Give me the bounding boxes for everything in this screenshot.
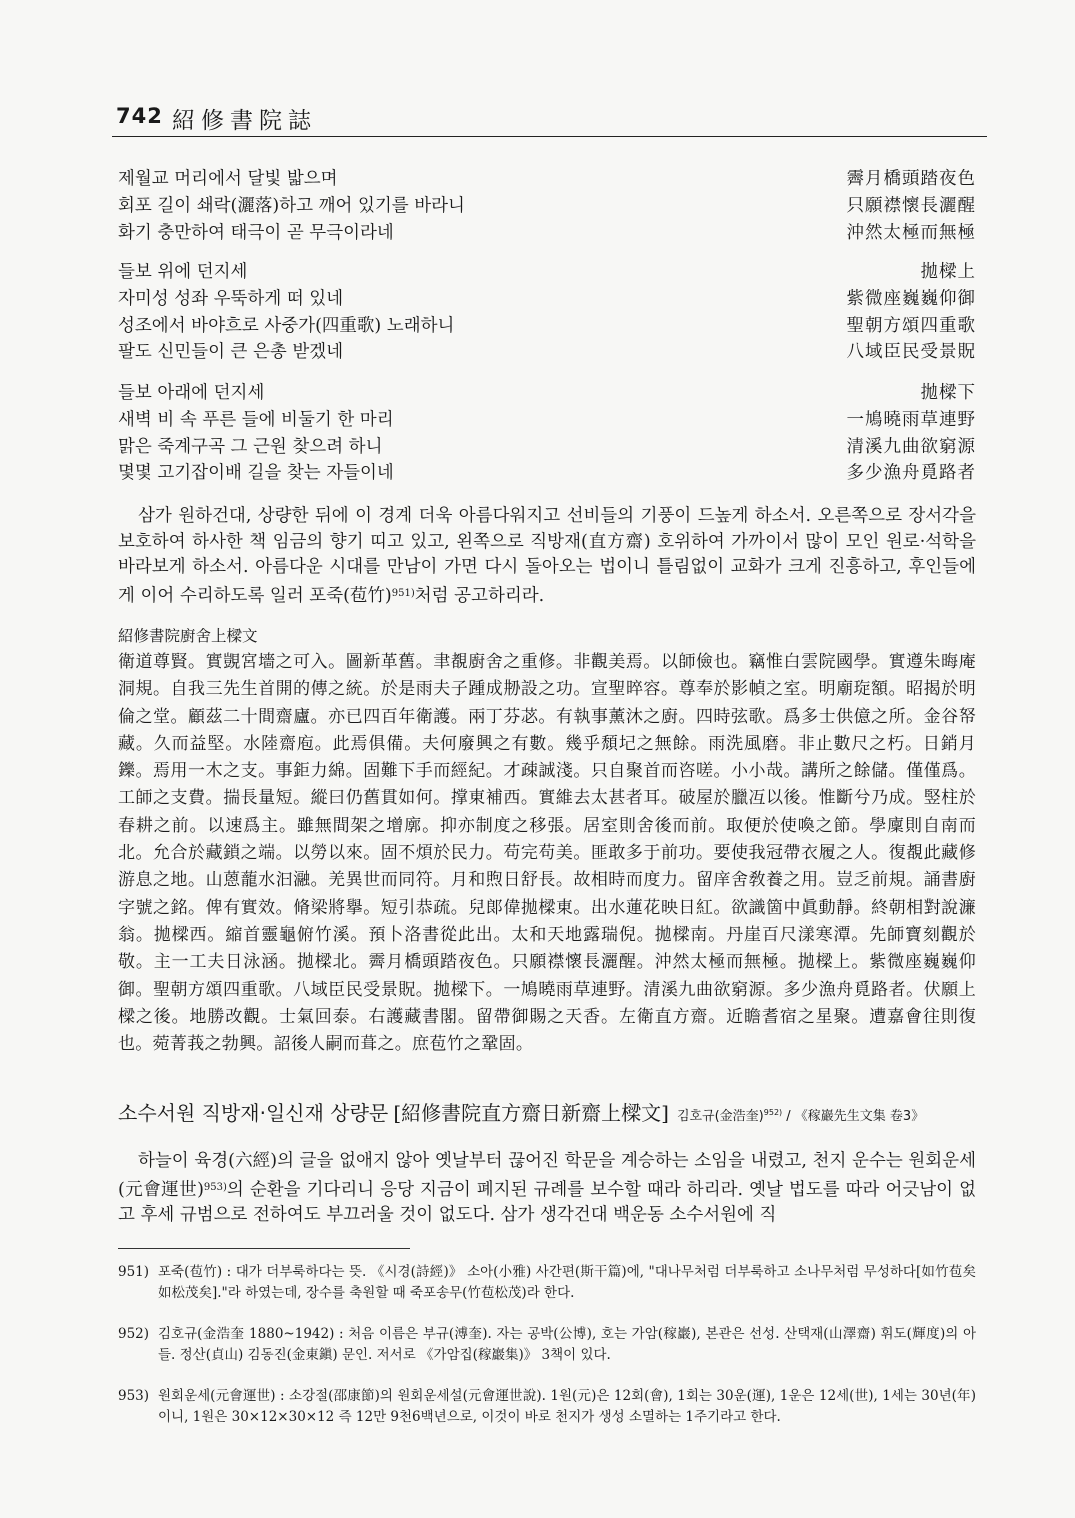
- verse-chinese: 多少漁舟覓路者: [846, 463, 976, 484]
- footnote-text: 원회운세(元會運世) : 소강절(邵康節)의 원회운세설(元會運世說). 1원(元)은 12회(會), 1회는 30운(運), 1운은 12세(世), 1세는 30년(年)이니, 1원은 30×12×30×12 즉 12만 9천6백년으로, 이것이 바로 천지가 생성 소멸하는 1주기라고 한다.: [158, 1388, 976, 1425]
- footnote-ref[interactable]: 952): [763, 1108, 783, 1117]
- footnote-ref[interactable]: 951): [391, 587, 415, 599]
- verse-chinese: 清溪九曲欲窮源: [846, 436, 976, 457]
- footnote: [118, 1386, 976, 1428]
- source-title: / 《稼巖先生文集 卷3》: [782, 1109, 925, 1124]
- author-name: 김호규(金浩奎): [676, 1109, 764, 1124]
- verse-korean: 팔도 신민들이 큰 은총 받겠네: [118, 342, 344, 363]
- verse-chinese: 拋樑下: [920, 383, 976, 403]
- footnote-ref[interactable]: 953): [203, 1181, 227, 1193]
- verse-korean: 맑은 죽계구곡 그 근원 찾으려 하니: [118, 436, 383, 457]
- translation-paragraph: [118, 504, 976, 609]
- footnote-text: 김호규(金浩奎 1880~1942) : 처음 이름은 부규(溥奎). 자는 공박(公博), 호는 가암(稼巖), 본관은 선성. 산택재(山澤齋) 휘도(輝度)의 아들. 정산(貞山) 김동진(金東鎭) 문인. 저서로 《가암집(稼巖集)》 3책이 있다.: [158, 1326, 976, 1363]
- verse-chinese: 只願襟懷長灑醒: [846, 195, 976, 216]
- paragraph-text: 삼가 원하건대, 상량한 뒤에 이 경계 더욱 아름다워지고 선비들의 기풍이 드높게 하소서. 오른쪽으로 장서각을 보호하여 하사한 책 임금의 향기 띠고 있고, 왼쪽으로 직방재(直方齋) 호위하여 가까이서 많이 모인 원로·석학을 바라보게 하소서. 아름다운 시대를 만남이 가면 다시 돌아오는 법이니 틀림없이 교화가 크게 진흥하고, 후인들에게 이어 수리하도록 일러 포죽(苞竹): [118, 506, 976, 606]
- verse-block-3: [118, 380, 976, 487]
- verse-korean: 제월교 머리에서 달빛 밟으며: [118, 169, 338, 189]
- footnote-number: 952): [118, 1326, 150, 1342]
- footnote-text: 포죽(苞竹) : 대가 더부룩하다는 뜻. 《시경(詩經)》 소아(小雅) 사간편(斯干篇)에, "대나무처럼 더부룩하고 소나무처럼 무성하다[如竹苞矣 如松茂矣]."라 하였는데, 장수를 축원할 때 죽포송무(竹苞松茂)라 한다.: [158, 1264, 976, 1301]
- verse-block-2: [118, 259, 976, 366]
- section-author: [677, 1109, 924, 1124]
- verse-chinese: 一鳩曉雨草連野: [846, 409, 976, 430]
- verse-korean: 새벽 비 속 푸른 들에 비둘기 한 마리: [118, 409, 394, 430]
- verse-chinese: 紫微座巍巍仰御: [846, 288, 976, 309]
- book-title: 紹修書院誌: [172, 108, 317, 134]
- verse-line: [118, 259, 976, 286]
- verse-chinese: 聖朝方頌四重歌: [846, 315, 976, 336]
- verse-chinese: 沖然太極而無極: [846, 222, 976, 243]
- verse-korean: 회포 길이 쇄락(灑落)하고 깨어 있기를 바라니: [118, 195, 465, 216]
- verse-line: [118, 460, 976, 487]
- paragraph-text: 의 순환을 기다리니 응당 지금이 폐지된 규례를 보수할 때라 하리라. 옛날 법도를 따라 어긋남이 없고 후세 규범으로 전하여도 부끄러울 것이 없도다. 삼가 생각건대 백운동 소수서원에 직: [118, 1179, 976, 1226]
- verse-chinese: 拋樑上: [920, 262, 976, 282]
- verse-line: [118, 166, 976, 193]
- verse-chinese: 八域臣民受景貺: [846, 342, 976, 363]
- verse-korean: 화기 충만하여 태극이 곧 무극이라네: [118, 222, 394, 243]
- classical-title: 紹修書院廚舍上樑文: [118, 627, 258, 645]
- footnote-divider: [118, 1248, 410, 1249]
- verse-line: [118, 380, 976, 407]
- page-number: 742: [116, 104, 163, 128]
- footnote: [118, 1324, 976, 1366]
- verse-line: [118, 313, 976, 340]
- page-header: [112, 102, 987, 137]
- verse-line: [118, 339, 976, 366]
- paragraph-text: 하늘이 육경(六經)의 글을 없애지 않아 옛날부터 끊어진 학문을 계승하는 소임을 내렸고, 천지 운수는 원회운세(元會運世): [118, 1151, 976, 1200]
- verse-korean: 몇몇 고기잡이배 길을 찾는 자들이네: [118, 463, 394, 484]
- verse-line: [118, 286, 976, 313]
- section-heading: [118, 1097, 978, 1126]
- classical-text: 衛道尊賢。實覬宮墻之可入。圖新革舊。聿覩廚舍之重修。非觀美焉。以師儉也。竊惟白雲院國學。實遵朱晦庵洞規。自我三先生首開的傳之統。於是雨夫子踵成刱設之功。宣聖晬容。尊奉於影幀之室。明廟琁額。昭揭於明倫之堂。顧茲二十間齋廬。亦已四百年衛護。兩丁芬苾。有執事薰沐之廚。四時弦歌。爲多士供億之所。金谷帑藏。久而益堅。水陸齋庖。此焉俱備。夫何廢興之有數。幾乎頹圮之無餘。雨洗風磨。非止數尺之朽。日銷月鑠。焉用一木之支。事鉅力綿。固難下手而經紀。才疎誠淺。只自聚首而咨嗟。小小哉。講所之餘儲。僅僅爲。工師之支費。揣長量短。縱曰仍舊貫如何。撑東補西。實維去太甚者耳。破屋於臘冱以後。惟斷兮乃成。竪柱於春耕之前。以速爲主。雖無間架之增廓。抑亦制度之移張。居室則舍後而前。取便於使喚之節。學廩則自南而北。允合於藏鎖之端。以勞以來。固不煩於民力。苟完苟美。匪敢多于前功。要使我冠帶衣履之人。復覩此藏修游息之地。山蒽蘢水汩瀜。羌異世而同符。月和煦日舒長。故相時而度力。留庠舍敎養之用。豈乏前規。誦書廚字號之銘。俾有實效。脩梁將擧。短引恭疏。兒郞偉拋樑東。出水蓮花映日紅。欲識箇中眞動靜。終朝相對說濂翁。拋樑西。縮首靈龜俯竹溪。預卜洛書從此出。太和天地露瑞倪。拋樑南。丹崖百尺漾寒潭。先師寶刻觀於敬。主一工夫日泳涵。拋樑北。霽月橋頭踏夜色。只願襟懷長灑醒。沖然太極而無極。拋樑上。紫微座巍巍仰御。聖朝方頌四重歌。八域臣民受景貺。拋樑下。一鳩曉雨草連野。清溪九曲欲窮源。多少漁舟覓路者。伏願上樑之後。地勝改觀。士氣回泰。右護藏書閣。留帶御賜之天香。左衛直方齋。近瞻耆宿之星聚。遭嘉會往則復也。菀菁莪之勃興。詔後人嗣而葺之。庶苞竹之鞏固。: [118, 652, 976, 1055]
- verse-line: [118, 220, 976, 247]
- footnote-number: 953): [118, 1388, 150, 1404]
- verse-block-1: [118, 166, 976, 246]
- verse-line: [118, 434, 976, 461]
- verse-korean: 들보 아래에 던지세: [118, 383, 265, 403]
- verse-line: [118, 407, 976, 434]
- verse-korean: 성조에서 바야흐로 사중가(四重歌) 노래하니: [118, 315, 455, 336]
- verse-korean: 들보 위에 던지세: [118, 262, 248, 282]
- translation-paragraph-2: [118, 1149, 976, 1229]
- section-title-korean: 소수서원 직방재·일신재 상량문: [118, 1101, 389, 1125]
- verse-line: [118, 193, 976, 220]
- footnote: [118, 1262, 976, 1304]
- paragraph-text: 처럼 공고하리라.: [414, 585, 545, 606]
- verse-korean: 자미성 성좌 우뚝하게 떠 있네: [118, 288, 344, 309]
- section-title-chinese: [紹修書院直方齋日新齋上樑文]: [393, 1101, 669, 1125]
- verse-chinese: 霽月橋頭踏夜色: [846, 169, 976, 189]
- footnote-number: 951): [118, 1264, 150, 1280]
